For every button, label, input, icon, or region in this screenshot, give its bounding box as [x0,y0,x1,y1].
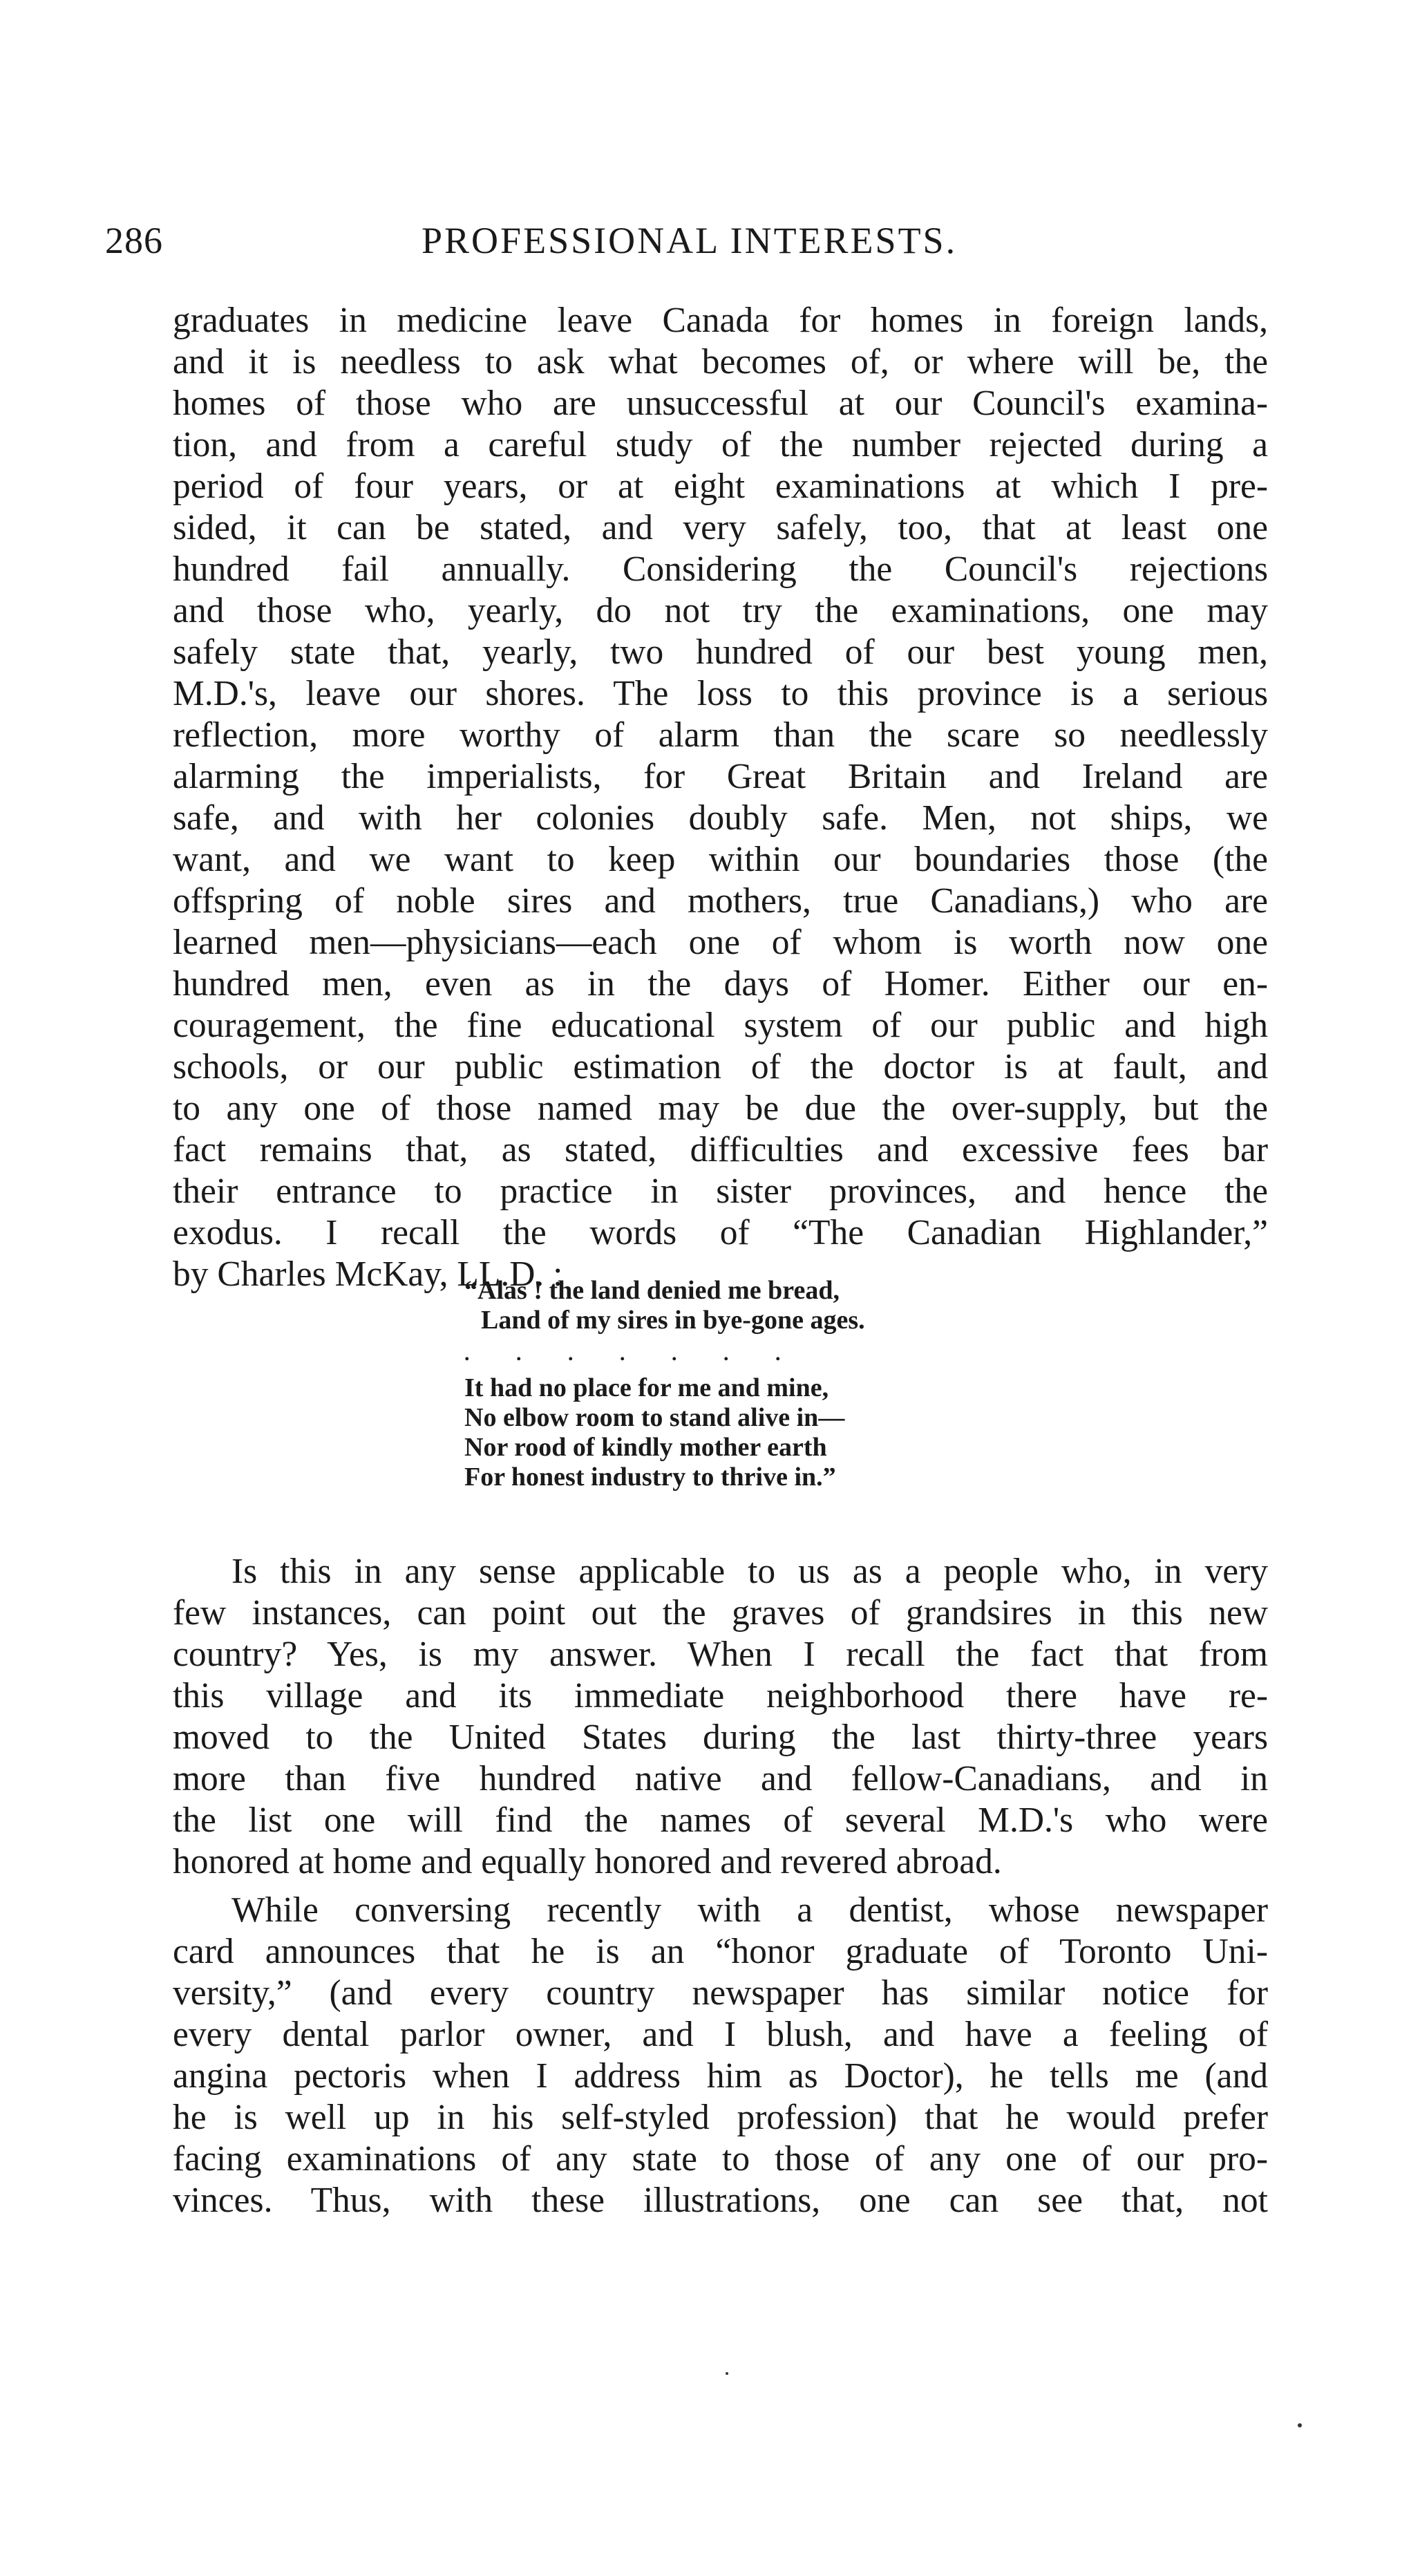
paragraph-2 [173,1551,1268,1883]
scan-speck [1298,2423,1302,2427]
text-line: graduates in medicine leave Canada for homes in foreign lands, [173,301,1268,340]
poem-quotation [464,1276,1086,1492]
text-line: hundred fail annually. Considering the Council's rejections [173,549,1268,589]
page-number: 286 [105,220,163,261]
poem-verse: Land of my sires in bye-gone ages. [481,1306,865,1335]
text-line: facing examinations of any state to those of any one of our pro- [173,2139,1268,2179]
text-line: offspring of noble sires and mothers, true Canadians,) who are [173,881,1268,921]
poem-verse: For honest industry to thrive in.” [464,1463,836,1492]
text-line: fact remains that, as stated, difficulties and excessive fees bar [173,1130,1268,1169]
text-line: by Charles McKay, LL.D. : [173,1254,563,1294]
text-line: and those who, yearly, do not try the examinations, one may [173,591,1268,630]
scan-speck [726,2372,728,2375]
text-line: to any one of those named may be due the over-supply, but the [173,1089,1268,1128]
text-line: period of four years, or at eight examinations at which I pre- [173,467,1268,506]
text-line: safe, and with her colonies doubly safe. Men, not ships, we [173,798,1268,838]
text-line: alarming the imperialists, for Great Britain and Ireland are [173,757,1268,796]
text-line: honored at home and equally honored and revered abroad. [173,1842,1002,1881]
poem-verse: “Alas ! the land denied me bread, [464,1276,840,1305]
text-line: versity,” (and every country newspaper has similar notice for [173,1973,1268,2013]
text-line: learned men—physicians—each one of whom is worth now one [173,923,1268,962]
text-line: few instances, can point out the graves of grandsires in this new [173,1593,1268,1633]
text-line: Is this in any sense applicable to us as a people who, in very [231,1552,1268,1591]
text-line: moved to the United States during the last thirty-three years [173,1718,1268,1757]
text-line: reflection, more worthy of alarm than the scare so needlessly [173,715,1268,755]
text-line: angina pectoris when I address him as Doctor), he tells me (and [173,2056,1268,2096]
poem-verse: It had no place for me and mine, [464,1373,829,1402]
text-line: country? Yes, is my answer. When I recall the fact that from [173,1635,1268,1674]
text-line: more than five hundred native and fellow-Canadians, and in [173,1759,1268,1798]
text-line: safely state that, yearly, two hundred of our best young men, [173,632,1268,672]
text-line: tion, and from a careful study of the number rejected during a [173,425,1268,464]
text-line: sided, it can be stated, and very safely, too, that at least one [173,508,1268,547]
text-line: exodus. I recall the words of “The Canadian Highlander,” [173,1213,1268,1252]
text-line: vinces. Thus, with these illustrations, one can see that, not [173,2181,1268,2220]
text-line: and it is needless to ask what becomes of, or where will be, the [173,342,1268,382]
text-line: M.D.'s, leave our shores. The loss to this province is a serious [173,674,1268,713]
text-line: While conversing recently with a dentist, whose newspaper [231,1890,1268,1930]
paragraph-1 [173,300,1268,1295]
text-line: hundred men, even as in the days of Homer. Either our en- [173,964,1268,1004]
text-line: every dental parlor owner, and I blush, and have a feeling of [173,2015,1268,2054]
text-line: the list one will find the names of several M.D.'s who were [173,1801,1268,1840]
text-line: want, and we want to keep within our boundaries those (the [173,840,1268,879]
text-line: couragement, the fine educational system of our public and high [173,1006,1268,1045]
text-line: schools, or our public estimation of the doctor is at fault, and [173,1047,1268,1087]
poem-verse: No elbow room to stand alive in— [464,1403,845,1432]
text-line: homes of those who are unsuccessful at our Council's examina- [173,384,1268,423]
paragraph-3 [173,1890,1268,2221]
poem-verse: Nor rood of kindly mother earth [464,1433,827,1462]
text-line: he is well up in his self-styled profession) that he would prefer [173,2098,1268,2137]
running-head: PROFESSIONAL INTERESTS. [422,220,958,261]
text-line: this village and its immediate neighborhood there have re- [173,1676,1268,1715]
poem-ellipsis: . . . . . . . [464,1342,802,1365]
text-line: card announces that he is an “honor graduate of Toronto Uni- [173,1932,1268,1971]
text-line: their entrance to practice in sister provinces, and hence the [173,1172,1268,1211]
